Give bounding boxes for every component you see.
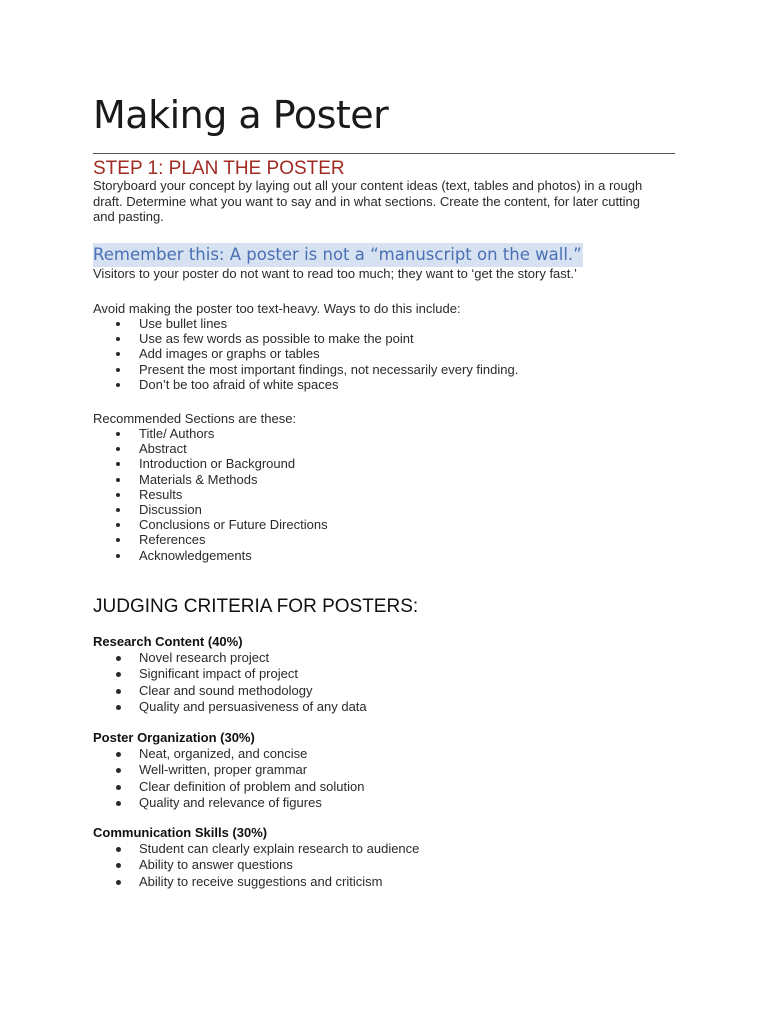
list-item: Present the most important findings, not necessarily every finding. xyxy=(93,362,518,377)
criterion-heading-organization: Poster Organization (30%) xyxy=(93,730,255,745)
list-item: Discussion xyxy=(93,502,328,517)
list-item: Title/ Authors xyxy=(93,426,328,441)
list-item: Introduction or Background xyxy=(93,456,328,471)
remember-highlight: Remember this: A poster is not a “manuscript on the wall.” xyxy=(93,243,583,267)
title-divider xyxy=(93,153,675,154)
criterion-list-communication xyxy=(93,841,419,890)
visitors-paragraph: Visitors to your poster do not want to read too much; they want to ‘get the story fast.’ xyxy=(93,266,577,281)
sections-intro: Recommended Sections are these: xyxy=(93,411,297,426)
list-item: Abstract xyxy=(93,441,328,456)
list-item: References xyxy=(93,532,328,547)
step1-intro-paragraph: Storyboard your concept by laying out all your content ideas (text, tables and photos) in a rough draft. Determine what you want to say and in what sections. Create the content, for later cutting and pasting. xyxy=(93,178,643,224)
criterion-heading-research: Research Content (40%) xyxy=(93,634,243,649)
list-item: Clear definition of problem and solution xyxy=(93,779,364,795)
avoid-list xyxy=(93,316,518,392)
avoid-intro: Avoid making the poster too text-heavy. Ways to do this include: xyxy=(93,301,461,316)
list-item: Add images or graphs or tables xyxy=(93,346,518,361)
criterion-list-research xyxy=(93,650,367,716)
list-item: Neat, organized, and concise xyxy=(93,746,364,762)
list-item: Ability to receive suggestions and criticism xyxy=(93,874,419,890)
list-item: Novel research project xyxy=(93,650,367,666)
criterion-list-organization xyxy=(93,746,364,812)
list-item: Conclusions or Future Directions xyxy=(93,517,328,532)
list-item: Student can clearly explain research to audience xyxy=(93,841,419,857)
list-item: Quality and persuasiveness of any data xyxy=(93,699,367,715)
step1-heading: STEP 1: PLAN THE POSTER xyxy=(93,158,345,179)
list-item: Use as few words as possible to make the point xyxy=(93,331,518,346)
list-item: Significant impact of project xyxy=(93,666,367,682)
list-item: Ability to answer questions xyxy=(93,857,419,873)
list-item: Well-written, proper grammar xyxy=(93,762,364,778)
document-title: Making a Poster xyxy=(93,93,389,137)
list-item: Acknowledgements xyxy=(93,548,328,563)
list-item: Don’t be too afraid of white spaces xyxy=(93,377,518,392)
list-item: Use bullet lines xyxy=(93,316,518,331)
list-item: Results xyxy=(93,487,328,502)
list-item: Quality and relevance of figures xyxy=(93,795,364,811)
sections-list xyxy=(93,426,328,563)
judging-heading: JUDGING CRITERIA FOR POSTERS: xyxy=(93,596,419,617)
criterion-heading-communication: Communication Skills (30%) xyxy=(93,825,268,840)
list-item: Materials & Methods xyxy=(93,472,328,487)
list-item: Clear and sound methodology xyxy=(93,683,367,699)
